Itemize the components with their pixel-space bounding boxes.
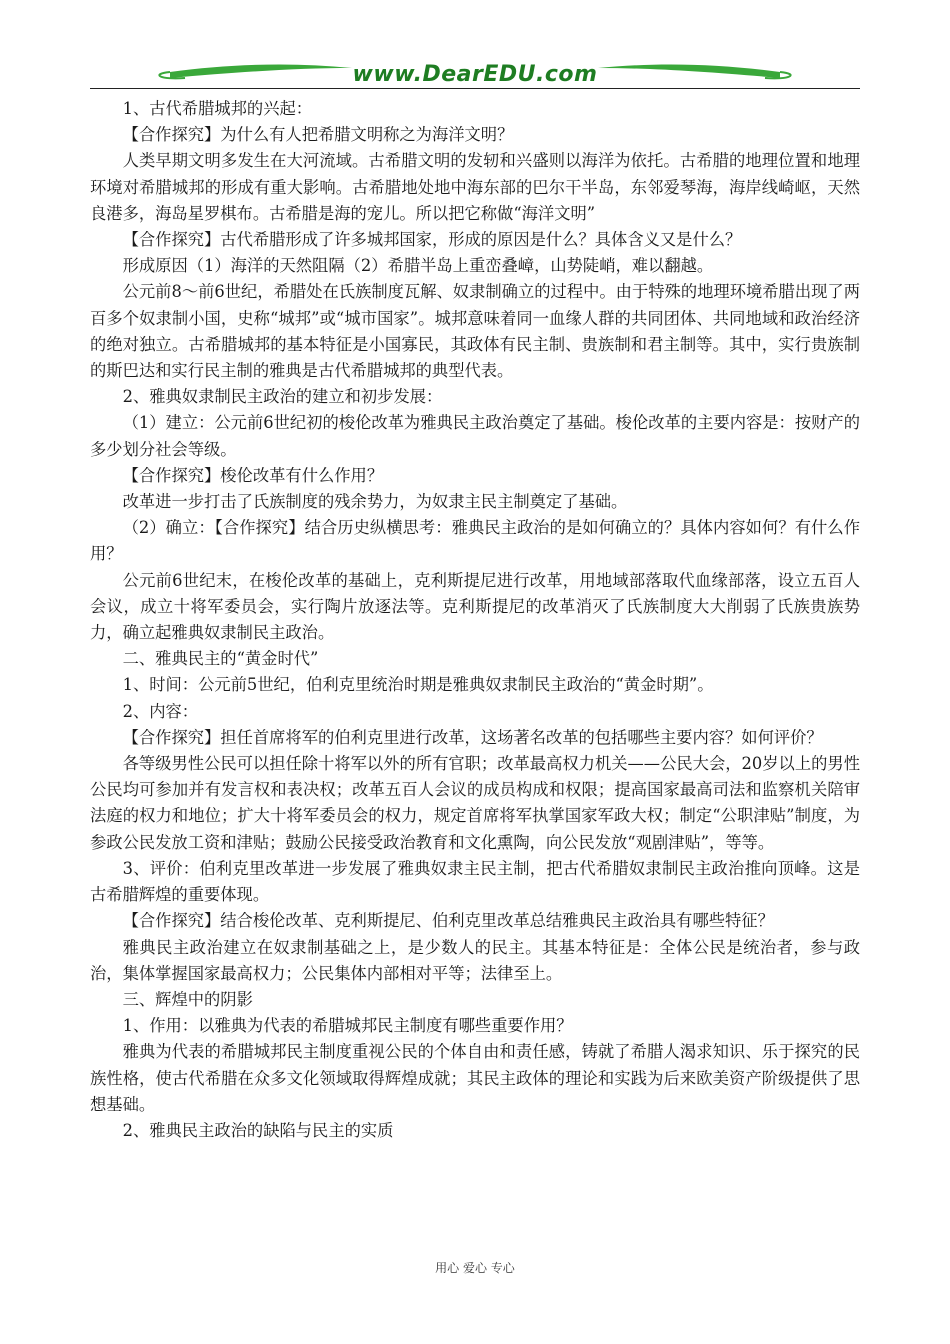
paragraph: 三、辉煌中的阴影 xyxy=(122,989,253,1009)
paragraph: （1）建立：公元前6世纪初的梭伦改革为雅典民主政治奠定了基础。梭伦改革的主要内容是：按财产的多少划分社会等级。 xyxy=(90,413,860,459)
logo-text[interactable]: www.DearEDU.com xyxy=(352,62,598,87)
paragraph: 1、时间：公元前5世纪，伯利克里统治时期是雅典奴隶制民主政治的“黄金时期”。 xyxy=(122,675,714,695)
document-body xyxy=(90,96,860,1144)
paragraph: 改革进一步打击了氏族制度的残余势力，为奴隶主民主制奠定了基础。 xyxy=(122,492,628,512)
header-divider xyxy=(90,88,860,89)
paragraph: 【合作探究】结合梭伦改革、克利斯提尼、伯利克里改革总结雅典民主政治具有哪些特征？ xyxy=(122,911,774,931)
paragraph: 1、古代希腊城邦的兴起： xyxy=(122,99,313,118)
paragraph: 各等级男性公民可以担任除十将军以外的所有官职；改革最高权力机关——公民大会，20岁以上的男性公民均可参加并有发言权和表决权；改革五百人会议的成员构成和权限；提高国家最高司法和监察机关陪审法庭的权力和地位；扩大十将军委员会的权力，规定首席将军执掌国家军政大权；制定“公职津贴”制度，为参政公民发放工资和津贴；鼓励公民接受政治教育和文化熏陶，向公民发放“观剧津贴”，等等。 xyxy=(90,754,860,852)
paragraph: 2、雅典民主政治的缺陷与民主的实质 xyxy=(122,1120,394,1140)
paragraph: 2、内容： xyxy=(122,701,199,721)
paragraph: 【合作探究】为什么有人把希腊文明称之为海洋文明？ xyxy=(122,125,514,145)
paragraph: 公元前6世纪末，在梭伦改革的基础上，克利斯提尼进行改革，用地域部落取代血缘部落，设立五百人会议，成立十将军委员会，实行陶片放逐法等。克利斯提尼的改革消灭了氏族制度大大削弱了氏族贵族势力，确立起雅典奴隶制民主政治。 xyxy=(90,570,860,643)
page-footer: 用心 爱心 专心 xyxy=(435,1261,515,1275)
paragraph: 2、雅典奴隶制民主政治的建立和初步发展： xyxy=(122,387,443,407)
paragraph: 【合作探究】古代希腊形成了许多城邦国家，形成的原因是什么？具体含义又是什么？ xyxy=(122,230,742,250)
paragraph: 雅典为代表的希腊城邦民主制度重视公民的个体自由和责任感，铸就了希腊人渴求知识、乐于探究的民族性格，使古代希腊在众多文化领域取得辉煌成就；其民主政体的理论和实践为后来欧美资产阶级提供了思想基础。 xyxy=(90,1042,860,1114)
paragraph: 人类早期文明多发生在大河流域。古希腊文明的发轫和兴盛则以海洋为依托。古希腊的地理位置和地理环境对希腊城邦的形成有重大影响。古希腊地处地中海东部的巴尔干半岛，东邻爱琴海，海岸线崎岖，天然良港多，海岛星罗棋布。古希腊是海的宠儿。所以把它称做“海洋文明” xyxy=(90,151,860,223)
paragraph: （2）确立：【合作探究】结合历史纵横思考：雅典民主政治的是如何确立的？具体内容如何？有什么作用？ xyxy=(90,518,860,564)
paragraph: 形成原因（1）海洋的天然阻隔（2）希腊半岛上重峦叠嶂，山势陡峭，难以翻越。 xyxy=(122,256,714,276)
paragraph: 3、评价：伯利克里改革进一步发展了雅典奴隶主民主制，把古代希腊奴隶制民主政治推向顶峰。这是古希腊辉煌的重要体现。 xyxy=(90,858,860,905)
paragraph: 【合作探究】担任首席将军的伯利克里进行改革，这场著名改革的包括哪些主要内容？如何评价？ xyxy=(122,727,823,747)
paragraph: 雅典民主政治建立在奴隶制基础之上，是少数人的民主。其基本特征是：全体公民是统治者，参与政治，集体掌握国家最高权力；公民集体内部相对平等；法律至上。 xyxy=(90,937,860,983)
site-header-logo xyxy=(90,58,860,90)
paragraph: 二、雅典民主的“黄金时代” xyxy=(122,649,319,669)
paragraph: 1、作用：以雅典为代表的希腊城邦民主制度有哪些重要作用？ xyxy=(122,1016,573,1036)
paragraph: 公元前8～前6世纪，希腊处在氏族制度瓦解、奴隶制确立的过程中。由于特殊的地理环境希腊出现了两百多个奴隶制小国，史称“城邦”或“城市国家”。城邦意味着同一血缘人群的共同团体、共同地域和政治经济的绝对独立。古希腊城邦的基本特征是小国寡民，其政体有民主制、贵族制和君主制等。其中，实行贵族制的斯巴达和实行民主制的雅典是古代希腊城邦的典型代表。 xyxy=(90,282,860,381)
paragraph: 【合作探究】梭伦改革有什么作用？ xyxy=(122,465,384,485)
